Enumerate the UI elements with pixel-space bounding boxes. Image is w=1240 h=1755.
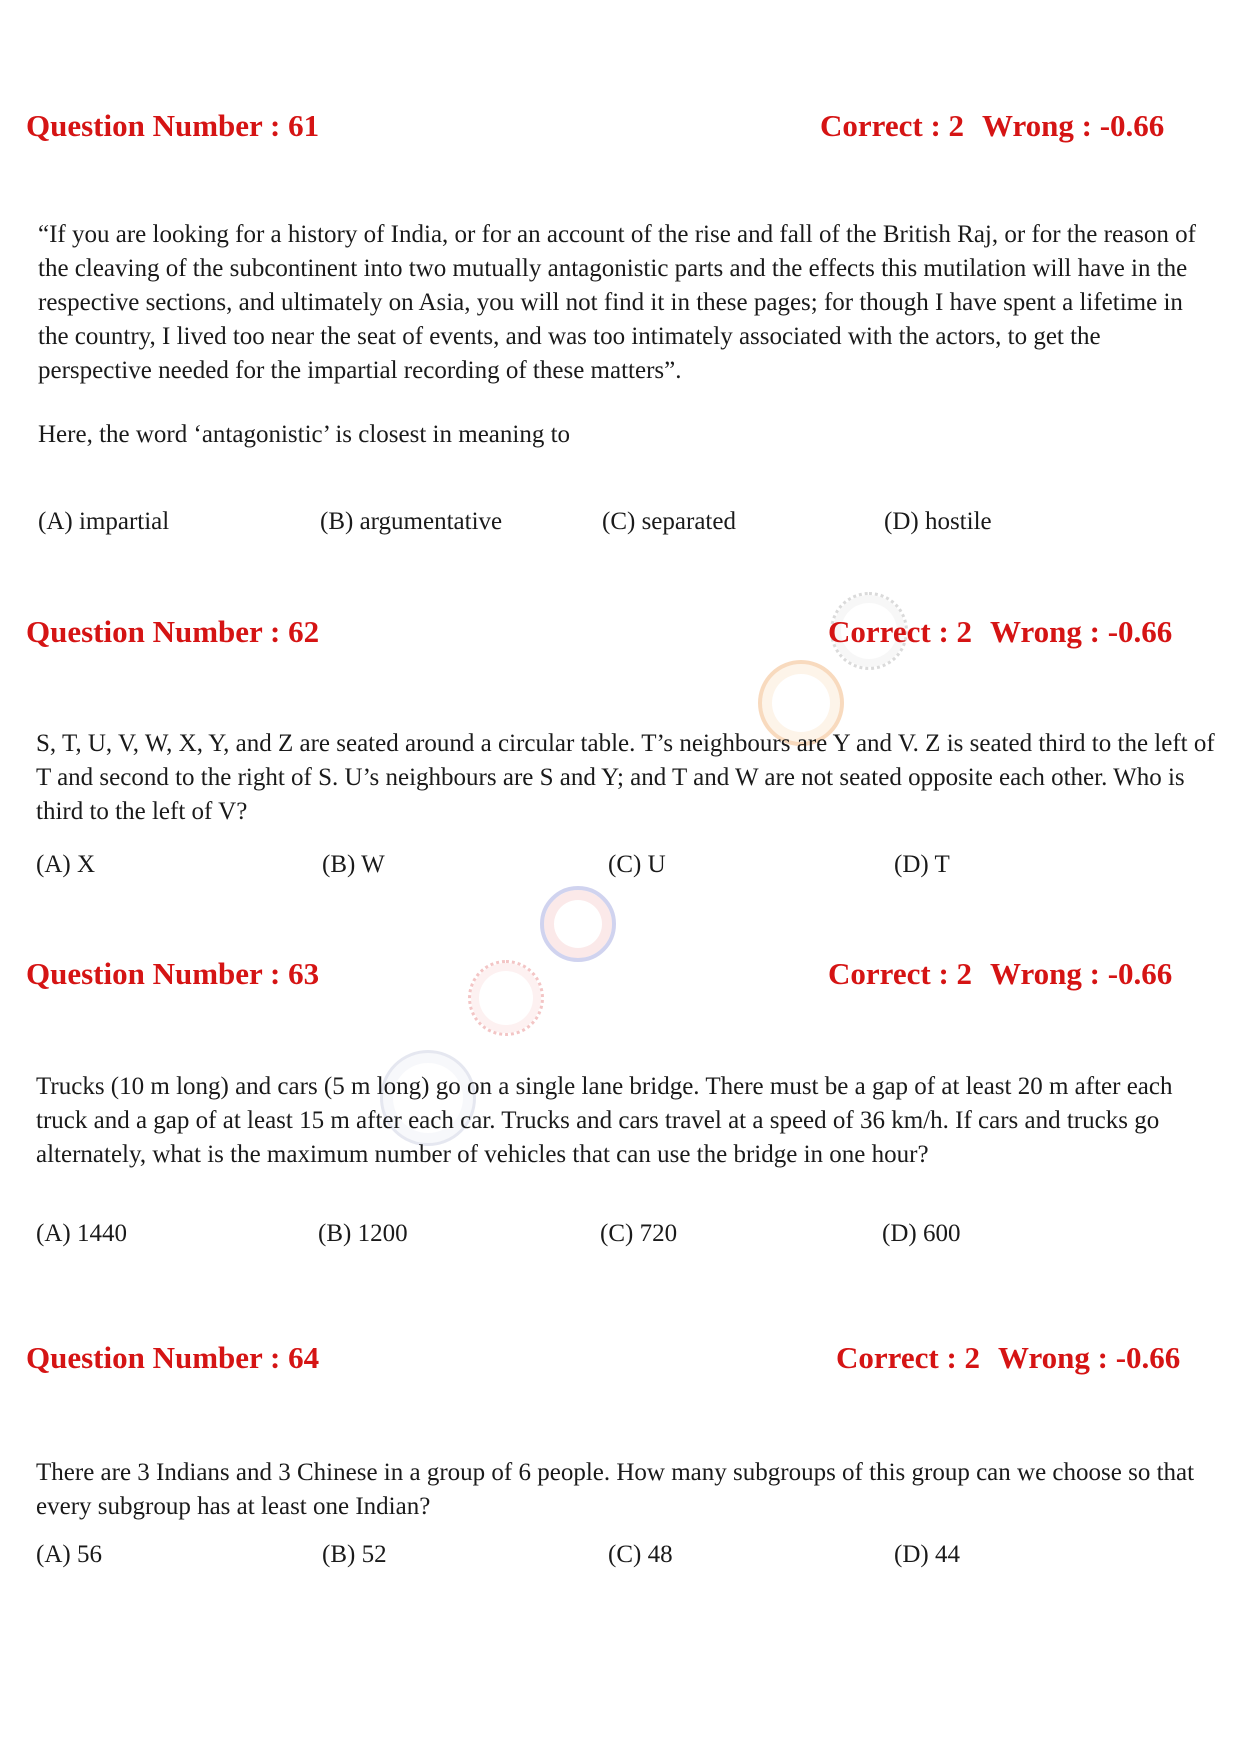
question-body (36, 727, 1216, 829)
question-header (26, 1340, 1214, 1380)
question-number: Question Number : 61 (26, 108, 320, 143)
question-body (36, 1070, 1216, 1172)
option-a[interactable]: (A) 1440 (36, 1220, 127, 1247)
option-a[interactable]: (A) impartial (38, 508, 170, 535)
option-d[interactable]: (D) 44 (894, 1541, 960, 1568)
question-text: Here, the word ‘antagonistic’ is closest in meaning to (38, 421, 571, 448)
question-body (36, 1456, 1216, 1524)
option-d[interactable]: (D) 600 (882, 1220, 961, 1247)
option-b[interactable]: (B) W (322, 851, 385, 878)
option-c[interactable]: (C) 720 (600, 1220, 678, 1247)
wrong-marks: Wrong : -0.66 (990, 956, 1173, 991)
question-number: Question Number : 62 (26, 614, 320, 649)
marking-scheme (836, 1340, 1180, 1376)
question-text: Trucks (10 m long) and cars (5 m long) go on a single lane bridge. There must be a gap of at least 20 m after each truck and a gap of at least 15 m after each car. Trucks and cars travel at a speed of 36 km/h. If cars and trucks go alternately, what is the maximum number of vehicles that can use the bridge in one hour? (36, 1073, 1173, 1168)
marking-scheme (828, 614, 1172, 650)
correct-marks: Correct : 2 (828, 956, 973, 991)
answer-options (38, 508, 1218, 542)
passage: “If you are looking for a history of India, or for an account of the rise and fall of the British Raj, or for the reason of the cleaving of the subcontinent into two mutually antagonistic parts and the effects this mutilation will have in the respective sections, and ultimately on Asia, you will not find it in these pages; for though I have spent a lifetime in the country, I lived too near the seat of events, and was too intimately associated with the actors, to get the perspective needed for the impartial recording of these matters”. (38, 221, 1196, 384)
option-c[interactable]: (C) separated (602, 508, 736, 535)
correct-marks: Correct : 2 (820, 108, 965, 143)
question-header (26, 108, 1214, 148)
option-b[interactable]: (B) 52 (322, 1541, 387, 1568)
option-a[interactable]: (A) X (36, 851, 96, 878)
answer-options (36, 1541, 1216, 1575)
correct-marks: Correct : 2 (836, 1340, 981, 1375)
wrong-marks: Wrong : -0.66 (982, 108, 1165, 143)
option-c[interactable]: (C) U (608, 851, 666, 878)
question-body (38, 218, 1214, 452)
wrong-marks: Wrong : -0.66 (990, 614, 1173, 649)
answer-options (36, 851, 1216, 885)
option-b[interactable]: (B) argumentative (320, 508, 503, 535)
question-number: Question Number : 63 (26, 956, 320, 991)
wrong-marks: Wrong : -0.66 (998, 1340, 1181, 1375)
question-header (26, 956, 1214, 996)
option-b[interactable]: (B) 1200 (318, 1220, 408, 1247)
question-header (26, 614, 1214, 654)
watermark-seal (540, 886, 616, 962)
correct-marks: Correct : 2 (828, 614, 973, 649)
option-a[interactable]: (A) 56 (36, 1541, 102, 1568)
option-c[interactable]: (C) 48 (608, 1541, 673, 1568)
marking-scheme (820, 108, 1164, 144)
question-text: S, T, U, V, W, X, Y, and Z are seated around a circular table. T’s neighbours are Y and V. Z is seated third to the left of T and second to the right of S. U’s neighbours are S and Y; and T and W are not seated opposite each other. Who is third to the left of V? (36, 730, 1215, 825)
answer-options (36, 1220, 1216, 1254)
option-d[interactable]: (D) T (894, 851, 950, 878)
question-text: There are 3 Indians and 3 Chinese in a group of 6 people. How many subgroups of this group can we choose so that every subgroup has at least one Indian? (36, 1459, 1195, 1520)
question-number: Question Number : 64 (26, 1340, 320, 1375)
option-d[interactable]: (D) hostile (884, 508, 992, 535)
marking-scheme (828, 956, 1172, 992)
